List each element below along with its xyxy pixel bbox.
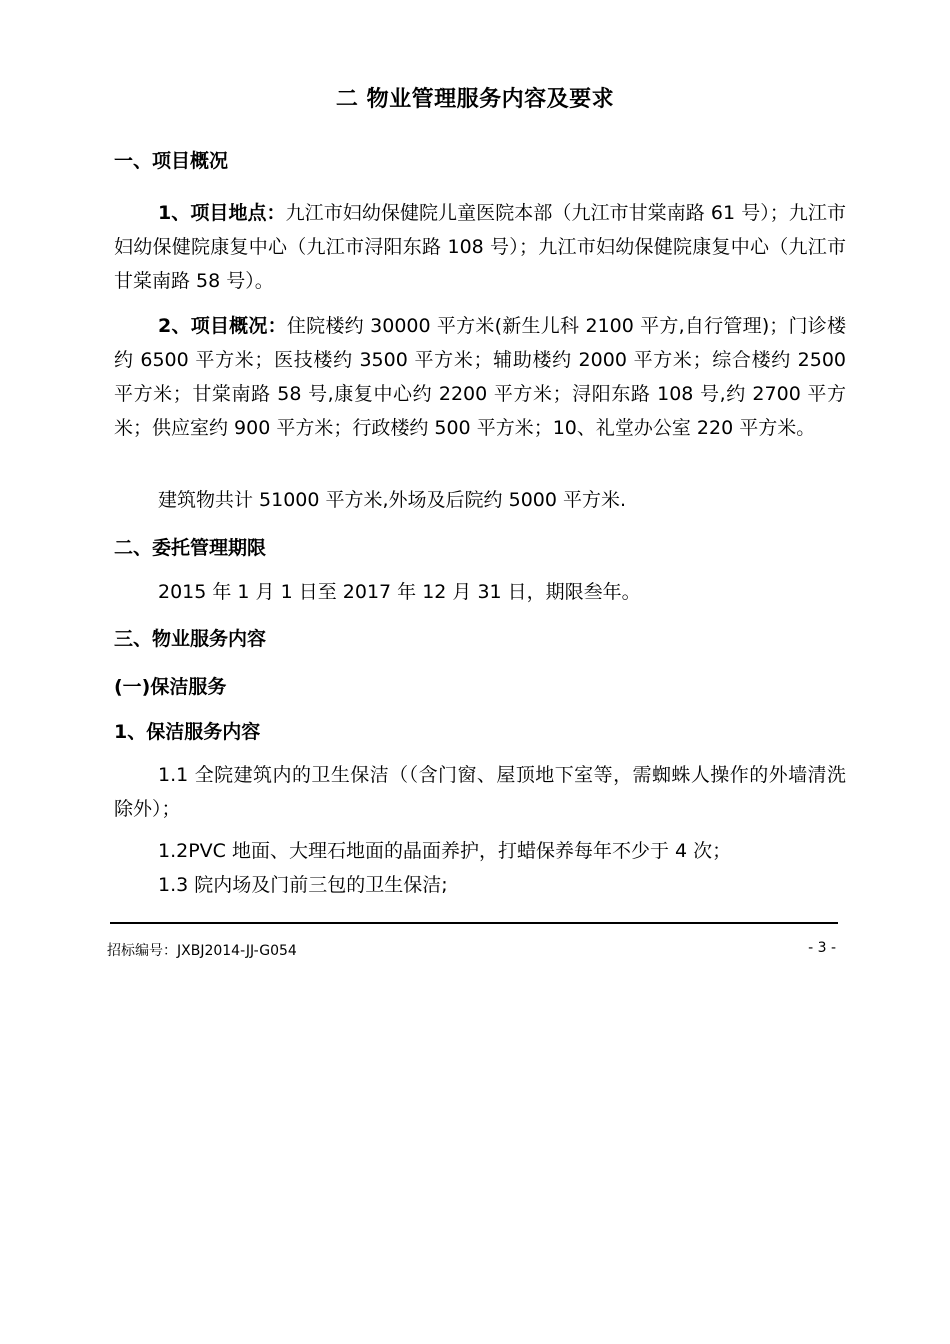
cleaning-item-1-2: 1.2PVC 地面、大理石地面的晶面养护，打蜡保养每年不少于 4 次； bbox=[158, 840, 732, 862]
project-overview-label: 2、项目概况： bbox=[158, 315, 287, 337]
page-title: 二 物业管理服务内容及要求 bbox=[335, 87, 615, 112]
subsection-heading-cleaning: (一)保洁服务 bbox=[114, 676, 227, 698]
project-location-text: 九江市妇幼保健院儿童医院本部（九江市甘棠南路 61 号）；九江市妇幼保健院康复中心（九江市浔阳东路 108 号）；九江市妇幼保健院康复中心（九江市甘棠南路 58 号）。 bbox=[114, 202, 846, 292]
project-overview-text: 住院楼约 30000 平方米(新生儿科 2100 平方,自行管理)；门诊楼约 6500 平方米；医技楼约 3500 平方米；辅助楼约 2000 平方米；综合楼约 2500 平方米；甘棠南路 58 号,康复中心约 2200 平方米；浔阳东路 108 号,约 2700 平方米；供应室约 900 平方米；行政楼约 500 平方米；10、礼堂办公室 220 平方米。 bbox=[114, 315, 846, 439]
project-location-paragraph bbox=[114, 196, 846, 298]
item-heading-cleaning-content: 1、保洁服务内容 bbox=[114, 721, 261, 743]
project-location-label: 1、项目地点： bbox=[158, 202, 286, 224]
project-overview-paragraph bbox=[114, 309, 846, 445]
cleaning-item-1-3: 1.3 院内场及门前三包的卫生保洁; bbox=[158, 874, 448, 896]
management-period-text: 2015 年 1 月 1 日至 2017 年 12 月 31 日，期限叁年。 bbox=[158, 581, 641, 603]
total-area-text: 建筑物共计 51000 平方米,外场及后院约 5000 平方米. bbox=[158, 489, 627, 511]
footer-page-number: - 3 - bbox=[808, 940, 836, 956]
footer-bid-number: 招标编号：JXBJ2014-JJ-G054 bbox=[107, 943, 297, 959]
section-heading-management-period: 二、委托管理期限 bbox=[114, 537, 267, 559]
section-heading-service-content: 三、物业服务内容 bbox=[114, 628, 267, 650]
footer-divider bbox=[110, 922, 838, 924]
cleaning-item-1-1: 1.1 全院建筑内的卫生保洁（（含门窗、屋顶地下室等，需蜘蛛人操作的外墙清洗除外）； bbox=[114, 764, 846, 820]
section-heading-project-overview: 一、项目概况 bbox=[114, 150, 229, 172]
